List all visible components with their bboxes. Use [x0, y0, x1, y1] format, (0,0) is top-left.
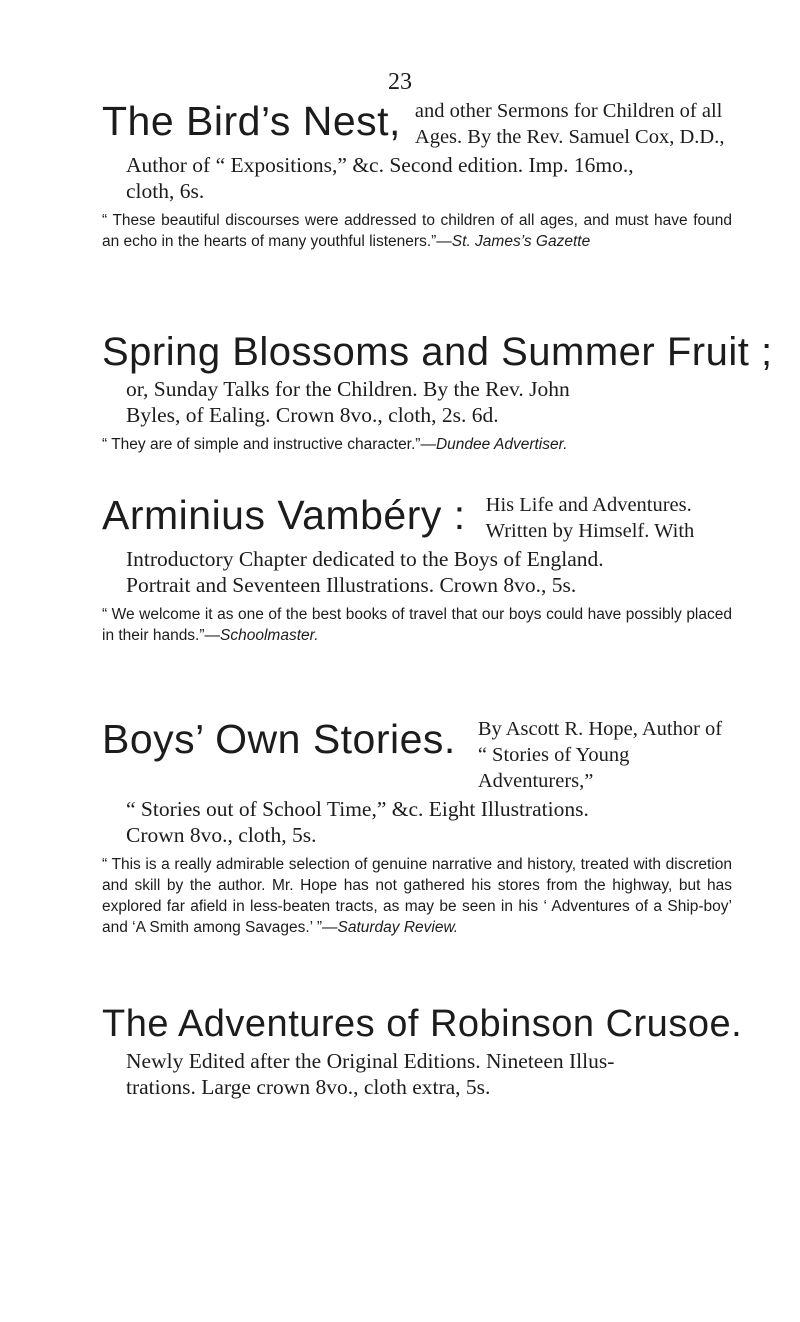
review-quote [102, 604, 732, 646]
description-line: Byles, of Ealing. Crown 8vo., cloth, 2s. 6d. [126, 403, 499, 427]
description-line: trations. Large crown 8vo., cloth extra, 5s. [126, 1075, 491, 1099]
quote-text: “ They are of simple and instructive character.”— [102, 436, 436, 453]
quote-text: “ These beautiful discourses were addressed to children of all ages, and must have found an echo in the hearts of many youthful listeners.”— [102, 212, 732, 250]
book-description [102, 152, 732, 204]
page-number: 23 [388, 69, 412, 95]
description-line: Newly Edited after the Original Editions. Nineteen Illus- [126, 1049, 615, 1073]
quote-text: “ This is a really admirable selection of genuine narrative and history, treated with discretion and skill by the author. Mr. Hope has not gathered his stores from the highway, but has explored far afield in less-beaten tracts, as may be seen in his ‘ Adventures of a Ship-boy’ and ‘A Smith among Savages.’ ”— [102, 856, 732, 936]
review-quote [102, 434, 732, 455]
book-title: The Bird’s Nest, [102, 98, 401, 144]
side-line: “ Stories of Young Adventurers,” [477, 744, 630, 792]
side-line: and other Sermons for Children of all [414, 100, 723, 122]
review-quote [102, 854, 732, 938]
book-title: Spring Blossoms and Summer Fruit ; [102, 330, 773, 374]
entry-heading-row [102, 716, 732, 794]
book-entry-spring-blossoms [102, 330, 773, 455]
title-side-text [478, 716, 732, 794]
side-line: Written by Himself. With [485, 520, 695, 542]
book-title: Boys’ Own Stories. [102, 716, 456, 762]
description-line: cloth, 6s. [126, 179, 205, 203]
description-line: Portrait and Seventeen Illustrations. Crown 8vo., 5s. [126, 573, 577, 597]
book-entry-arminius-vambery [102, 492, 732, 646]
title-side-text [486, 492, 695, 544]
book-entry-robinson-crusoe [102, 1002, 743, 1100]
entry-heading-row [102, 492, 732, 544]
side-line: Ages. By the Rev. Samuel Cox, D.D., [414, 126, 725, 148]
book-description [102, 796, 732, 848]
side-line: By Ascott R. Hope, Author of [477, 718, 723, 740]
review-quote [102, 210, 732, 252]
book-title: Arminius Vambéry : [102, 492, 466, 538]
book-description [102, 546, 732, 598]
quote-source: Dundee Advertiser. [435, 436, 568, 453]
quote-source: Schoolmaster. [220, 627, 319, 644]
description-line: or, Sunday Talks for the Children. By the Rev. John [126, 377, 570, 401]
description-line: Crown 8vo., cloth, 5s. [126, 823, 317, 847]
description-line: Author of “ Expositions,” &c. Second edition. Imp. 16mo., [126, 153, 634, 177]
book-title: The Adventures of Robinson Crusoe. [102, 1003, 743, 1045]
book-description [102, 376, 732, 428]
entry-heading-row [102, 98, 732, 150]
book-description [102, 1048, 732, 1100]
title-side-text [415, 98, 725, 150]
book-entry-boys-own-stories [102, 716, 732, 938]
description-line: Introductory Chapter dedicated to the Boys of England. [126, 547, 604, 571]
book-entry-birds-nest [102, 98, 732, 252]
side-line: His Life and Adventures. [485, 494, 692, 516]
quote-source: Saturday Review. [337, 919, 459, 936]
quote-source: St. James’s Gazette [451, 233, 591, 250]
quote-text: “ We welcome it as one of the best books of travel that our boys could have possibly placed in their hands.”— [102, 606, 732, 644]
description-line: “ Stories out of School Time,” &c. Eight Illustrations. [126, 797, 589, 821]
